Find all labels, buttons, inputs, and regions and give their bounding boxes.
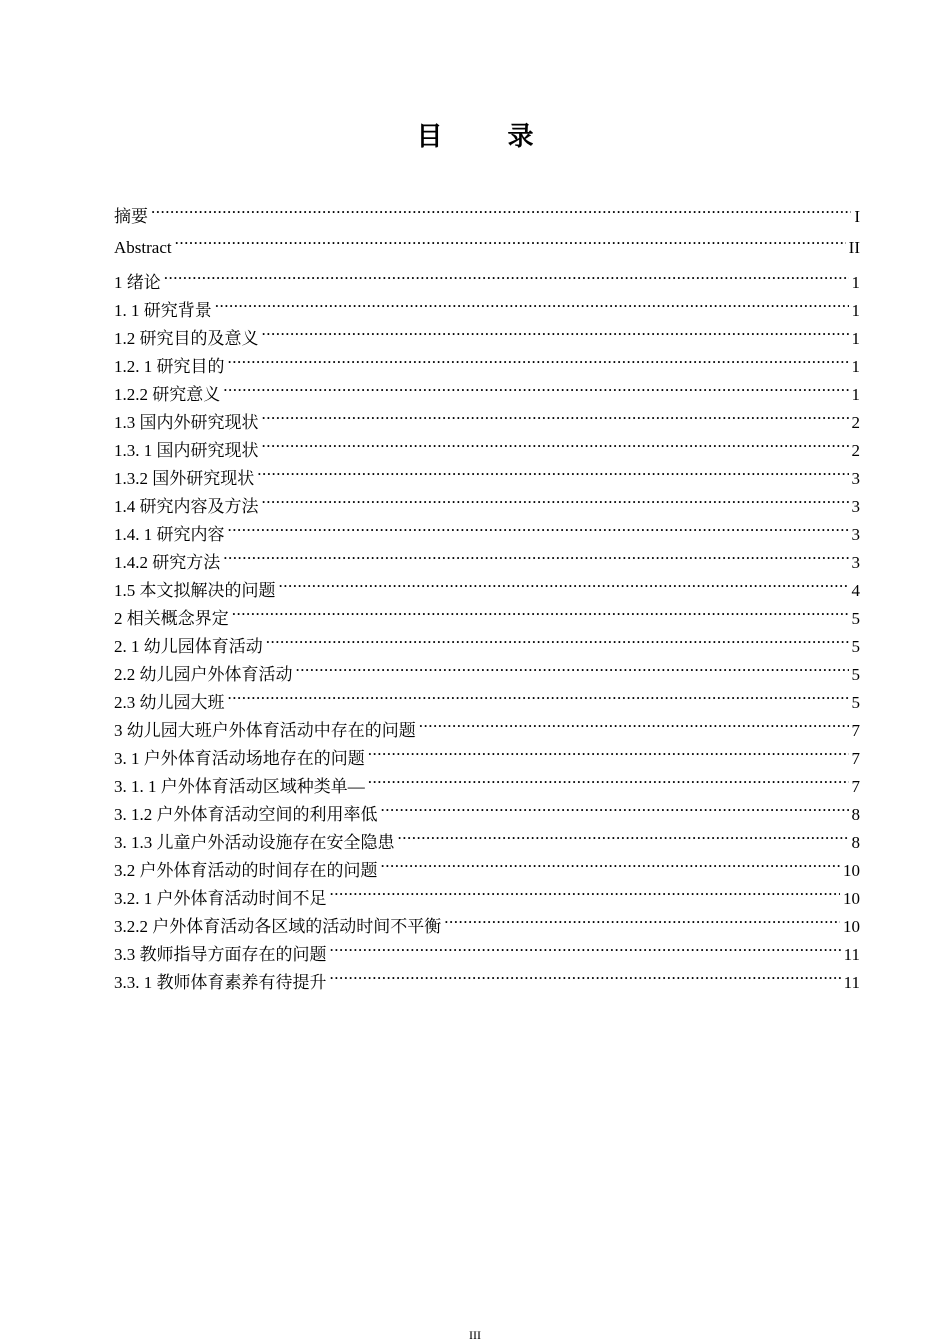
toc-dot-leader: [215, 288, 849, 316]
toc-entry-label: 3.3. 1 教师体育素养有待提升: [114, 973, 327, 992]
toc-entry-label: 3. 1.2 户外体育活动空间的利用率低: [114, 805, 378, 824]
toc-entry-1-2-2[interactable]: [114, 372, 860, 404]
toc-dot-leader: [296, 652, 849, 680]
toc-entry-label: 3. 1. 1 户外体育活动区域种类单—: [114, 777, 365, 796]
toc-entry-label: 1 绪论: [114, 273, 161, 292]
toc-dot-leader: [419, 708, 849, 736]
toc-entry-label: 2.3 幼儿园大班: [114, 693, 225, 712]
toc-entry-label: 1.5 本文拟解决的问题: [114, 581, 276, 600]
toc-dot-leader: [381, 848, 841, 876]
toc-entry-label: 2. 1 幼儿园体育活动: [114, 637, 263, 656]
toc-entry-label: 1.3.2 国外研究现状: [114, 469, 255, 488]
toc-dot-leader: [262, 400, 849, 428]
toc-dot-leader: [368, 736, 849, 764]
toc-dot-leader: [381, 792, 849, 820]
toc-dot-leader: [330, 960, 841, 988]
toc-entry-label: 1.3 国内外研究现状: [114, 413, 259, 432]
toc-entry-page: 2: [851, 441, 860, 460]
toc-dot-leader: [262, 316, 849, 344]
toc-dot-leader: [330, 932, 841, 960]
toc-dot-leader: [228, 680, 849, 708]
toc-entry-page: 11: [843, 945, 860, 964]
toc-dot-leader: [232, 596, 849, 624]
toc-entry-label: 3. 1.3 儿童户外活动设施存在安全隐患: [114, 833, 395, 852]
toc-entry-label: 3 幼儿园大班户外体育活动中存在的问题: [114, 721, 416, 740]
toc-entry-page: 7: [851, 749, 860, 768]
toc-dot-leader: [262, 484, 849, 512]
toc-entry-label: 3.3 教师指导方面存在的问题: [114, 945, 327, 964]
toc-entry-page: 1: [851, 385, 860, 404]
toc-entry-label: Abstract: [114, 238, 172, 257]
toc-entry-page: 1: [851, 273, 860, 292]
toc-dot-leader: [151, 194, 851, 222]
toc-dot-leader: [223, 372, 848, 400]
toc-entry-label: 1.2.2 研究意义: [114, 385, 221, 404]
toc-dot-leader: [444, 904, 840, 932]
toc-entry-label: 3.2. 1 户外体育活动时间不足: [114, 889, 327, 908]
toc-entry-page: 3: [851, 525, 860, 544]
table-of-contents: [114, 194, 860, 992]
toc-entry-label: 3. 1 户外体育活动场地存在的问题: [114, 749, 365, 768]
toc-entry-label: 2 相关概念界定: [114, 609, 229, 628]
toc-dot-leader: [266, 624, 849, 652]
toc-entry-page: 5: [851, 693, 860, 712]
toc-entry-label: 摘要: [114, 207, 148, 226]
toc-entry-page: 2: [851, 413, 860, 432]
toc-entry-label: 1.4 研究内容及方法: [114, 497, 259, 516]
toc-entry-label: 1.2. 1 研究目的: [114, 357, 225, 376]
toc-entry-1-4-2[interactable]: [114, 540, 860, 572]
toc-entry-label: 1.2 研究目的及意义: [114, 329, 259, 348]
toc-entry-1-3[interactable]: [114, 400, 860, 432]
toc-entry-label: 1. 1 研究背景: [114, 301, 212, 320]
toc-entry-page: 8: [851, 805, 860, 824]
toc-entry-abstract-cn[interactable]: [114, 194, 860, 225]
toc-dot-leader: [330, 876, 841, 904]
toc-entry-page: 1: [851, 329, 860, 348]
toc-entry-label: 3.2 户外体育活动的时间存在的问题: [114, 861, 378, 880]
toc-dot-leader: [279, 568, 849, 596]
toc-dot-leader: [262, 428, 849, 456]
toc-entry-label: 1.4.2 研究方法: [114, 553, 221, 572]
toc-entry-page: 1: [851, 357, 860, 376]
toc-entry-page: 11: [843, 973, 860, 992]
toc-entry-page: 4: [851, 581, 860, 600]
toc-entry-page: 3: [851, 497, 860, 516]
toc-entry-page: II: [848, 238, 860, 257]
toc-entry-page: 3: [851, 469, 860, 488]
toc-entry-label: 2.2 幼儿园户外体育活动: [114, 665, 293, 684]
toc-entry-page: 7: [851, 777, 860, 796]
toc-entry-page: 5: [851, 609, 860, 628]
toc-entry-page: 10: [843, 861, 860, 880]
toc-entry-label: 1.3. 1 国内研究现状: [114, 441, 259, 460]
toc-entry-chapter-3[interactable]: [114, 708, 860, 740]
toc-dot-leader: [368, 764, 849, 792]
toc-dot-leader: [164, 260, 849, 288]
toc-entry-label: 3.2.2 户外体育活动各区域的活动时间不平衡: [114, 917, 442, 936]
toc-dot-leader: [223, 540, 848, 568]
toc-dot-leader: [257, 456, 848, 484]
toc-entry-page: 5: [851, 665, 860, 684]
toc-dot-leader: [175, 225, 846, 253]
toc-entry-abstract-en[interactable]: [114, 225, 860, 256]
toc-entry-1-2[interactable]: [114, 316, 860, 348]
toc-entry-page: 1: [851, 301, 860, 320]
toc-entry-page: 7: [851, 721, 860, 740]
page-number: III: [469, 1328, 481, 1342]
toc-dot-leader: [228, 512, 849, 540]
toc-dot-leader: [398, 820, 849, 848]
toc-entry-page: 8: [851, 833, 860, 852]
toc-entry-page: I: [854, 207, 860, 226]
toc-entry-label: 1.4. 1 研究内容: [114, 525, 225, 544]
toc-entry-chapter-1[interactable]: [114, 260, 860, 292]
page-title: 目 录: [416, 122, 562, 152]
toc-entry-1-1[interactable]: [114, 288, 860, 320]
toc-entry-page: 3: [851, 553, 860, 572]
toc-entry-page: 10: [843, 889, 860, 908]
toc-dot-leader: [228, 344, 849, 372]
toc-entry-page: 10: [843, 917, 860, 936]
toc-entry-page: 5: [851, 637, 860, 656]
toc-entry-1-5[interactable]: [114, 568, 860, 600]
